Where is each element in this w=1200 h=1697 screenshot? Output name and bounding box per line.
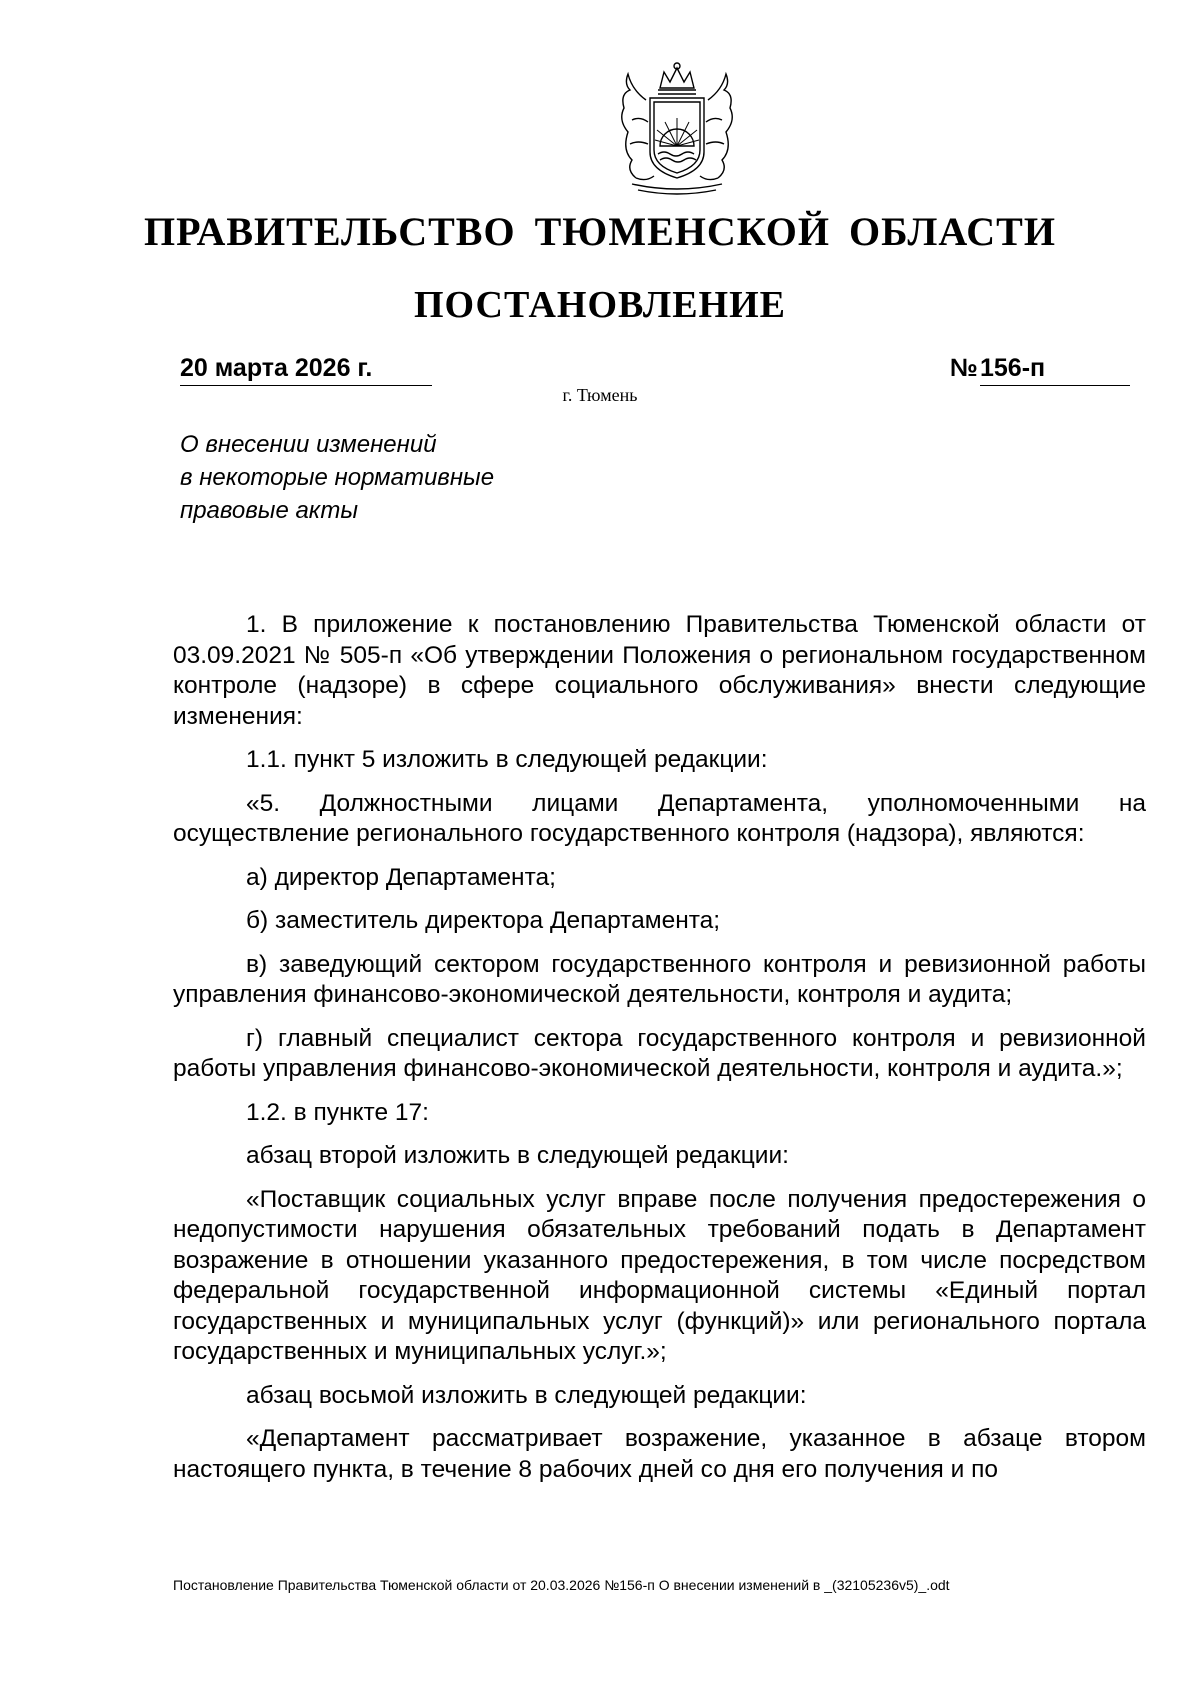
paragraph: 1.2. в пункте 17: xyxy=(246,1098,429,1126)
document-type: ПОСТАНОВЛЕНИЕ xyxy=(413,284,787,326)
number-sign: № xyxy=(950,354,978,382)
paragraph: абзац второй изложить в следующей редакции: xyxy=(246,1142,789,1169)
document-date: 20 марта 2026 г. xyxy=(180,354,432,386)
paragraph: «Поставщик социальных услуг вправе после получения предостережения о недопустимости нарушения обязательных требований подать в Департамент возражение в отношении указанного предостережения, в том числе посредством федеральной государственной информационной системы «Единый портал государственных и муниципальных услуг (функций)» или регионального портала государственных и муниципальных услуг.»; xyxy=(173,1185,1146,1365)
number-value: 156-п xyxy=(980,354,1130,386)
government-title: ПРАВИТЕЛЬСТВО ТЮМЕНСКОЙ ОБЛАСТИ xyxy=(144,209,1056,254)
subject-line: в некоторые нормативные xyxy=(180,464,495,491)
paragraph: абзац восьмой изложить в следующей редакции: xyxy=(246,1381,807,1409)
document-city: г. Тюмень xyxy=(562,385,638,405)
paragraph: «Департамент рассматривает возражение, указанное в абзаце втором настоящего пункта, в течение 8 рабочих дней со дня его получения и по xyxy=(173,1425,1146,1483)
document-number xyxy=(950,354,1132,386)
paragraph: «5. Должностными лицами Департамента, уполномоченными на осуществление регионального государственного контроля (надзора), являются: xyxy=(173,789,1146,847)
subject-line: правовые акты xyxy=(180,497,359,524)
paragraph: а) директор Департамента; xyxy=(246,863,556,891)
coat-of-arms-emblem xyxy=(602,60,752,195)
document-subject xyxy=(180,428,580,527)
paragraph: г) главный специалист сектора государственного контроля и ревизионной работы управления финансово-экономической деятельности, контроля и аудита.»; xyxy=(173,1024,1146,1082)
document-body xyxy=(173,610,1146,1498)
paragraph: в) заведующий сектором государственного контроля и ревизионной работы управления финансово-экономической деятельности, контроля и аудита; xyxy=(173,950,1146,1008)
page-footer: Постановление Правительства Тюменской области от 20.03.2026 №156-п О внесении изменений в _(32105236v5)_.odt xyxy=(173,1577,950,1593)
paragraph: 1.1. пункт 5 изложить в следующей редакции: xyxy=(246,746,768,773)
paragraph: б) заместитель директора Департамента; xyxy=(246,907,721,934)
paragraph: 1. В приложение к постановлению Правительства Тюменской области от 03.09.2021 № 505-п «Об утверждении Положения о региональном государственном контроле (надзоре) в сфере социального обслуживания» внести следующие изменения: xyxy=(173,611,1146,730)
subject-line: О внесении изменений xyxy=(180,431,437,458)
